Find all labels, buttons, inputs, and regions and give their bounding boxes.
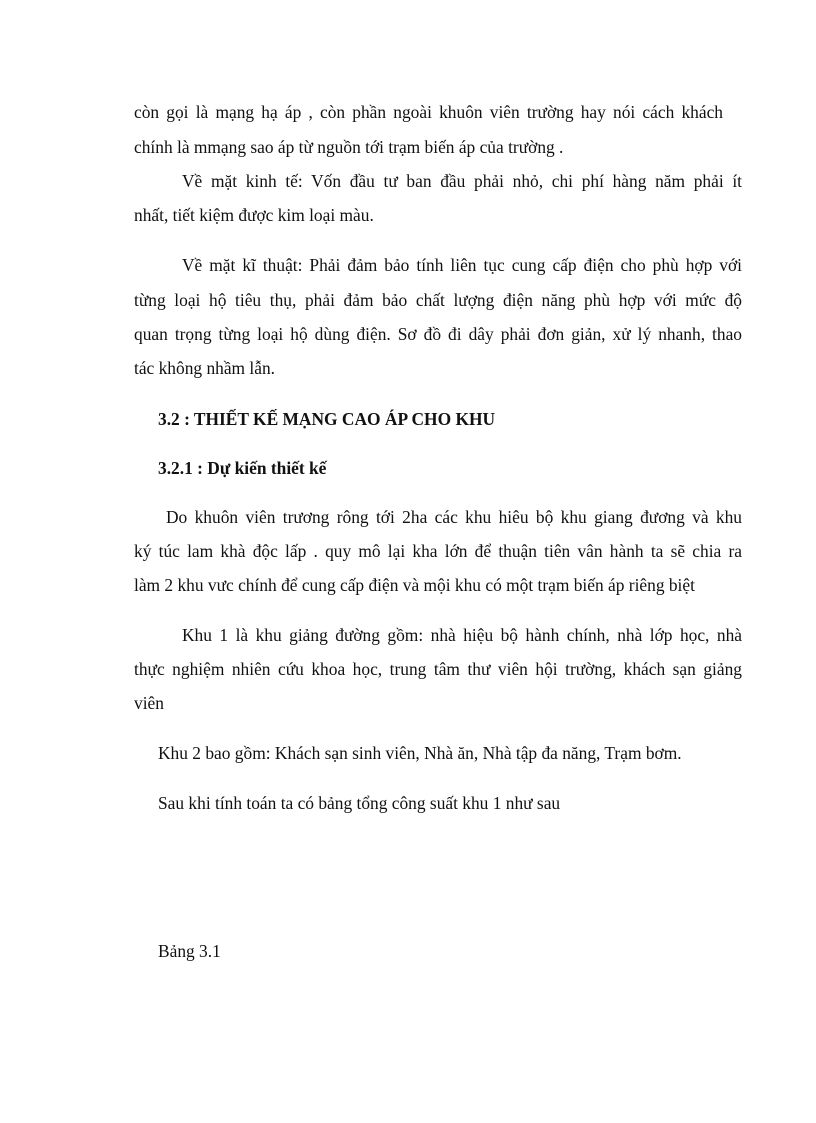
technical-line-1: Về mặt kĩ thuật: Phải đảm bảo tính liên tục cung cấp điện cho phù hợp với: [182, 255, 742, 275]
subsection-heading: 3.2.1 : Dự kiến thiết kế: [158, 458, 327, 478]
table-caption: Bảng 3.1: [158, 941, 221, 961]
intro-line-1: còn gọi là mạng hạ áp , còn phần ngoài khuôn viên trường hay nói cách khách: [134, 102, 723, 122]
intro-line-2: chính là mmạng sao áp từ nguồn tới trạm biến áp của trường .: [134, 137, 564, 157]
campus-line-2: ký túc lam khà độc lấp . quy mô lại kha lớn để thuận tiên vân hành ta sẽ chia ra: [134, 541, 742, 561]
campus-line-3: làm 2 khu vưc chính để cung cấp điện và mội khu có một trạm biến áp riêng biệt: [134, 575, 695, 595]
zone1-line-2: thực nghiệm nhiên cứu khoa học, trung tâm thư viên hội trường, khách sạn giảng: [134, 659, 742, 679]
summary-line: Sau khi tính toán ta có bảng tổng công suất khu 1 như sau: [158, 793, 561, 813]
section-heading: 3.2 : THIẾT KẾ MẠNG CAO ÁP CHO KHU: [158, 409, 496, 429]
zone2-line: Khu 2 bao gồm: Khách sạn sinh viên, Nhà ăn, Nhà tập đa năng, Trạm bơm.: [158, 743, 682, 763]
economic-line-2: nhất, tiết kiệm được kim loại màu.: [134, 205, 374, 225]
zone1-line-3: viên: [134, 693, 164, 713]
campus-line-1: Do khuôn viên trương rông tới 2ha các khu hiêu bộ khu giang đương và khu: [166, 507, 742, 527]
economic-line-1: Về mặt kinh tế: Vốn đầu tư ban đầu phải nhỏ, chi phí hàng năm phải ít: [182, 171, 742, 191]
zone1-line-1: Khu 1 là khu giảng đường gồm: nhà hiệu bộ hành chính, nhà lớp học, nhà: [182, 625, 742, 645]
technical-line-3: quan trọng từng loại hộ dùng điện. Sơ đồ đi dây phải đơn giản, xử lý nhanh, thao: [134, 324, 742, 344]
technical-line-2: từng loại hộ tiêu thụ, phải đảm bảo chất lượng điện năng phù hợp với mức độ: [134, 290, 742, 310]
technical-line-4: tác không nhầm lẫn.: [134, 358, 276, 378]
